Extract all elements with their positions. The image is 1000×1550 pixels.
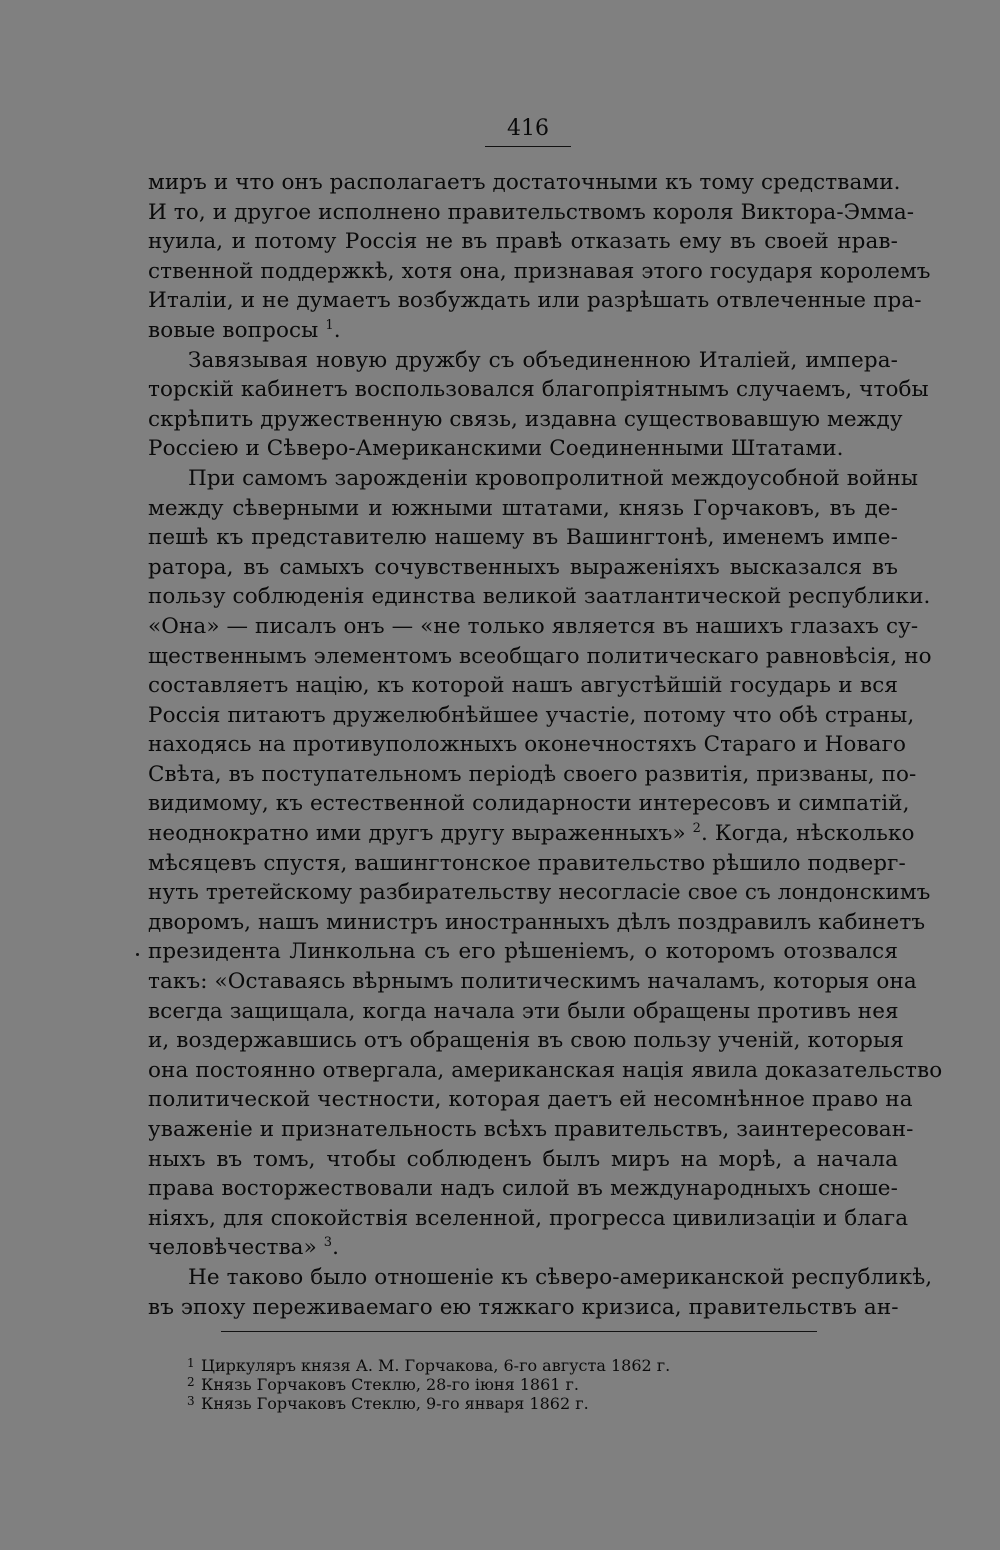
text-line <box>148 1293 898 1323</box>
text-line <box>148 198 915 228</box>
line-text: находясь на противуположныхъ оконечностяхъ Стараго и Новаго <box>148 732 907 758</box>
line-text: между сѣверными и южными штатами, князь Горчаковъ, въ де- <box>148 495 898 521</box>
line-text: президента Линкольна съ его рѣшеніемъ, о которомъ отозвался <box>148 939 898 965</box>
text-line <box>148 789 910 819</box>
line-text: «Она» — писалъ онъ — «не только является въ нашихъ глазахъ су- <box>148 613 919 639</box>
line-text: мѣсяцевъ спустя, вашингтонское правительство рѣшило подверг- <box>148 850 906 876</box>
line-text: человѣчества» <box>148 1235 317 1261</box>
text-line <box>148 760 917 790</box>
text-line <box>148 997 898 1027</box>
text-line <box>148 257 931 287</box>
text-line <box>148 316 898 346</box>
line-text: нуила, и потому Россія не въ правѣ отказать ему въ своей нрав- <box>148 229 898 255</box>
text-line <box>148 346 898 376</box>
footnote <box>187 1392 827 1411</box>
line-text: она постоянно отвергала, американская нація явила доказательство <box>148 1057 943 1083</box>
line-text: торскій кабинетъ воспользовался благопріятнымъ случаемъ, чтобы <box>148 377 929 403</box>
text-line <box>148 1056 943 1086</box>
line-text: Россія питаютъ дружелюбнѣйшее участіе, потому что обѣ страны, <box>148 702 915 728</box>
line-text: Италіи, и не думаетъ возбуждать или разрѣшать отвлеченные пра- <box>148 288 922 314</box>
text-line <box>148 405 903 435</box>
footnote-number: 1 <box>187 1356 195 1370</box>
text-line <box>148 1085 913 1115</box>
line-text: ственной поддержкѣ, хотя она, признавая этого государя королемъ <box>148 258 931 284</box>
line-text: скрѣпить дружественную связь, издавна существовавшую между <box>148 406 903 432</box>
text-line <box>148 286 922 316</box>
line-text: дворомъ, нашъ министръ иностранныхъ дѣлъ поздравилъ кабинетъ <box>148 909 926 935</box>
text-line <box>148 730 907 760</box>
footnote-reference: 1 <box>325 317 334 333</box>
line-text-tail: . <box>332 1235 340 1261</box>
line-text: права восторжествовали надъ силой въ международныхъ снoше- <box>148 1176 898 1202</box>
line-text: всегда защищала, когда начала эти были обращены противъ нея <box>148 998 899 1024</box>
line-text: Свѣта, въ поступательномъ періодѣ своего развитія, призваны, по- <box>148 761 917 787</box>
text-line <box>148 967 917 997</box>
text-line <box>148 1204 909 1234</box>
text-line <box>148 464 919 494</box>
text-line <box>148 582 931 612</box>
text-line <box>148 1263 933 1293</box>
line-text: Россіею и Сѣверо-Американскими Соединенными Штатами. <box>148 436 844 462</box>
text-line <box>148 168 901 198</box>
footnote-text: Циркуляръ князя А. М. Горчакова, 6-го августа 1862 г. <box>201 1356 671 1375</box>
line-text: составляетъ націю, къ которой нашъ августѣйшій государь и вся <box>148 673 898 699</box>
page-number-rule <box>485 146 571 147</box>
page-number: 416 <box>507 116 549 141</box>
text-line <box>148 227 898 257</box>
text-line <box>148 908 926 938</box>
footnote-separator <box>221 1331 817 1332</box>
line-text-tail: . Когда, нѣсколько <box>701 821 915 847</box>
line-text: щественнымъ элементомъ всеобщаго политическаго равновѣсія, но <box>148 643 932 669</box>
text-line <box>148 1115 914 1145</box>
line-text: видимому, къ естественной солидарности интересовъ и симпатій, <box>148 791 910 817</box>
text-line <box>148 1233 898 1263</box>
text-line <box>148 937 898 967</box>
line-text: вовые вопросы <box>148 317 319 343</box>
line-text: При самомъ зарожденіи кровопролитной междоусобной войны <box>188 465 919 491</box>
line-text: Завязывая новую дружбу съ объединенною Италіей, импера- <box>188 347 898 373</box>
line-text: И то, и другое исполнено правительствомъ короля Виктора-Эмма- <box>148 199 915 225</box>
line-text: уваженіе и признательность всѣхъ правительствъ, заинтересован- <box>148 1117 914 1142</box>
footnote <box>187 1354 827 1373</box>
text-line <box>148 642 932 672</box>
line-text: политической честности, которая даетъ ей несомнѣнное право на <box>148 1087 913 1113</box>
line-text-tail: . <box>333 317 341 343</box>
line-text: и, воздержавшись отъ обращенія въ свою пользу ученій, которыя <box>148 1028 904 1054</box>
text-line <box>148 701 915 731</box>
text-line <box>148 819 915 849</box>
text-line <box>148 494 898 524</box>
line-text: пешѣ къ представителю нашему въ Вашингтонѣ, именемъ импе- <box>148 525 898 551</box>
text-line <box>148 375 929 405</box>
line-text: миръ и что онъ располагаетъ достаточными къ тому средствами. <box>148 170 901 195</box>
text-line <box>148 878 931 908</box>
line-text: такъ: «Оставаясь вѣрнымъ политическимъ началамъ, которыя она <box>148 969 917 995</box>
footnote-reference: 3 <box>323 1235 333 1251</box>
text-line <box>148 1026 904 1056</box>
line-text: Не таково было отношеніе къ сѣверо-американской республикѣ, <box>188 1264 933 1290</box>
footnote <box>187 1373 827 1392</box>
text-line <box>148 1174 898 1204</box>
text-line <box>148 553 898 583</box>
line-text: ратора, въ самыхъ сочувственныхъ выраженіяхъ высказался въ <box>148 554 898 580</box>
text-line <box>148 671 898 701</box>
line-text: ніяхъ, для спокойствія вселенной, прогресса цивилизаціи и блага <box>148 1205 909 1231</box>
line-text: въ эпоху переживаемаго ею тяжкаго кризиса, правительствъ ан- <box>148 1294 899 1320</box>
footnote-number: 3 <box>187 1394 195 1408</box>
text-line <box>148 849 906 879</box>
line-text: пользу соблюденія единства великой заатлантической республики. <box>148 584 931 610</box>
line-text: неоднократно ими другъ другу выраженныхъ» <box>148 821 686 847</box>
text-line <box>148 523 898 553</box>
text-line <box>148 612 919 642</box>
footnote-reference: 2 <box>692 821 702 837</box>
margin-dot-mark <box>136 953 139 956</box>
line-text: ныхъ въ томъ, чтобы соблюденъ былъ миръ на морѣ, а начала <box>148 1146 898 1172</box>
text-line <box>148 434 898 464</box>
footnotes <box>187 1354 827 1411</box>
body-text <box>148 168 943 1322</box>
footnote-text: Князь Горчаковъ Стеклю, 28-го іюня 1861 г. <box>201 1375 580 1394</box>
line-text: нуть третейскому разбирательству несогласіе свое съ лондонскимъ <box>148 880 931 906</box>
footnote-number: 2 <box>187 1375 195 1389</box>
footnote-text: Князь Горчаковъ Стеклю, 9-го января 1862 г. <box>201 1394 589 1413</box>
text-line <box>148 1145 898 1175</box>
